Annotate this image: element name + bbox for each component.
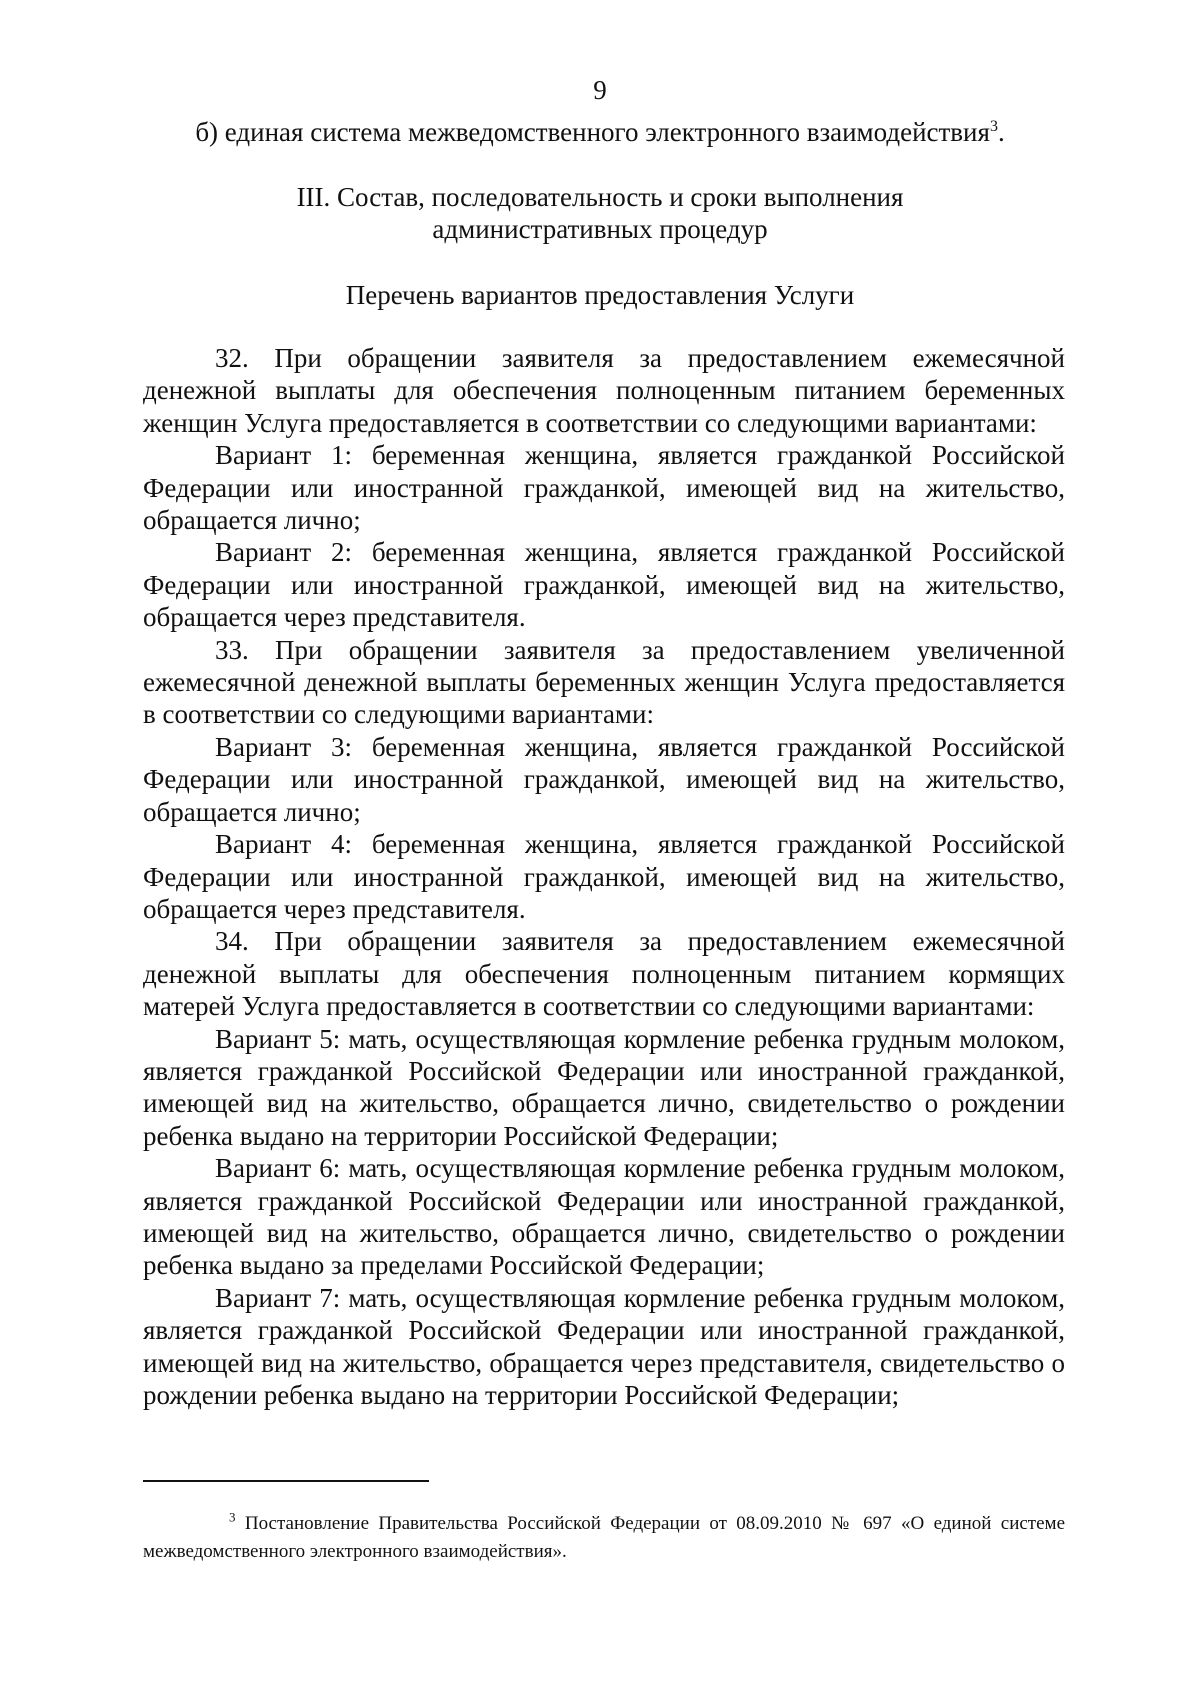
subsection-heading: Перечень вариантов предоставления Услуги <box>345 280 855 310</box>
intro-line <box>0 116 1200 148</box>
body-text <box>143 342 1065 1411</box>
intro-text: б) единая система межведомственного электронного взаимодействия <box>195 117 990 147</box>
paragraph-variant-4: Вариант 4: беременная женщина, является гражданкой Российской Федерации или иностранной гражданкой, имеющей вид на жительство, обращается через представителя. <box>143 829 1065 924</box>
paragraph-variant-2: Вариант 2: беременная женщина, является гражданкой Российской Федерации или иностранной гражданкой, имеющей вид на жительство, обращается через представителя. <box>143 537 1065 633</box>
paragraph-variant-7: Вариант 7: мать, осуществляющая кормление ребенка грудным молоком, является гражданкой Российской Федерации или иностранной гражданкой, имеющей вид на жительство, обращается через представителя, свидетельство о рождении ребенка выдано на территории Российской Федерации; <box>143 1282 1065 1410</box>
intro-tail: . <box>997 117 1005 147</box>
paragraph-variant-1: Вариант 1: беременная женщина, является гражданкой Российской Федерации или иностранной гражданкой, имеющей вид на жительство, обращается лично; <box>143 440 1065 536</box>
paragraph-variant-5: Вариант 5: мать, осуществляющая кормление ребенка грудным молоком, является гражданкой Российской Федерации или иностранной гражданкой, имеющей вид на жительство, обращается лично, свидетельство о рождении ребенка выдано на территории Российской Федерации; <box>143 1023 1065 1151</box>
footnote-marker: 3 <box>229 1509 236 1525</box>
footnote-divider <box>143 1480 429 1482</box>
page-number: 9 <box>593 75 607 105</box>
paragraph-33: 33. При обращении заявителя за предоставлением увеличенной ежемесячной денежной выплаты беременных женщин Услуга предоставляется в соответствии со следующими вариантами: <box>143 634 1065 730</box>
section-heading: III. Состав, последовательность и сроки выполнения административных процедур <box>296 182 904 244</box>
footnote-text: Постановление Правительства Российской Федерации от 08.09.2010 № 697 «О единой системе межведомственного электронного взаимодействия». <box>143 1513 1066 1562</box>
footnote-reference[interactable]: 3 <box>989 118 998 135</box>
paragraph-variant-3: Вариант 3: беременная женщина, является гражданкой Российской Федерации или иностранной гражданкой, имеющей вид на жительство, обращается лично; <box>143 731 1065 827</box>
paragraph-34: 34. При обращении заявителя за предоставлением ежемесячной денежной выплаты для обеспечения полноценным питанием кормящих матерей Услуга предоставляется в соответствии со следующими вариантами: <box>143 926 1065 1022</box>
paragraph-32: 32. При обращении заявителя за предоставлением ежемесячной денежной выплаты для обеспечения полноценным питанием беременных женщин Услуга предоставляется в соответствии со следующими вариантами: <box>143 343 1065 438</box>
paragraph-variant-6: Вариант 6: мать, осуществляющая кормление ребенка грудным молоком, является гражданкой Российской Федерации или иностранной гражданкой, имеющей вид на жительство, обращается лично, свидетельство о рождении ребенка выдано за пределами Российской Федерации; <box>143 1153 1065 1281</box>
footnote <box>143 1510 1065 1566</box>
